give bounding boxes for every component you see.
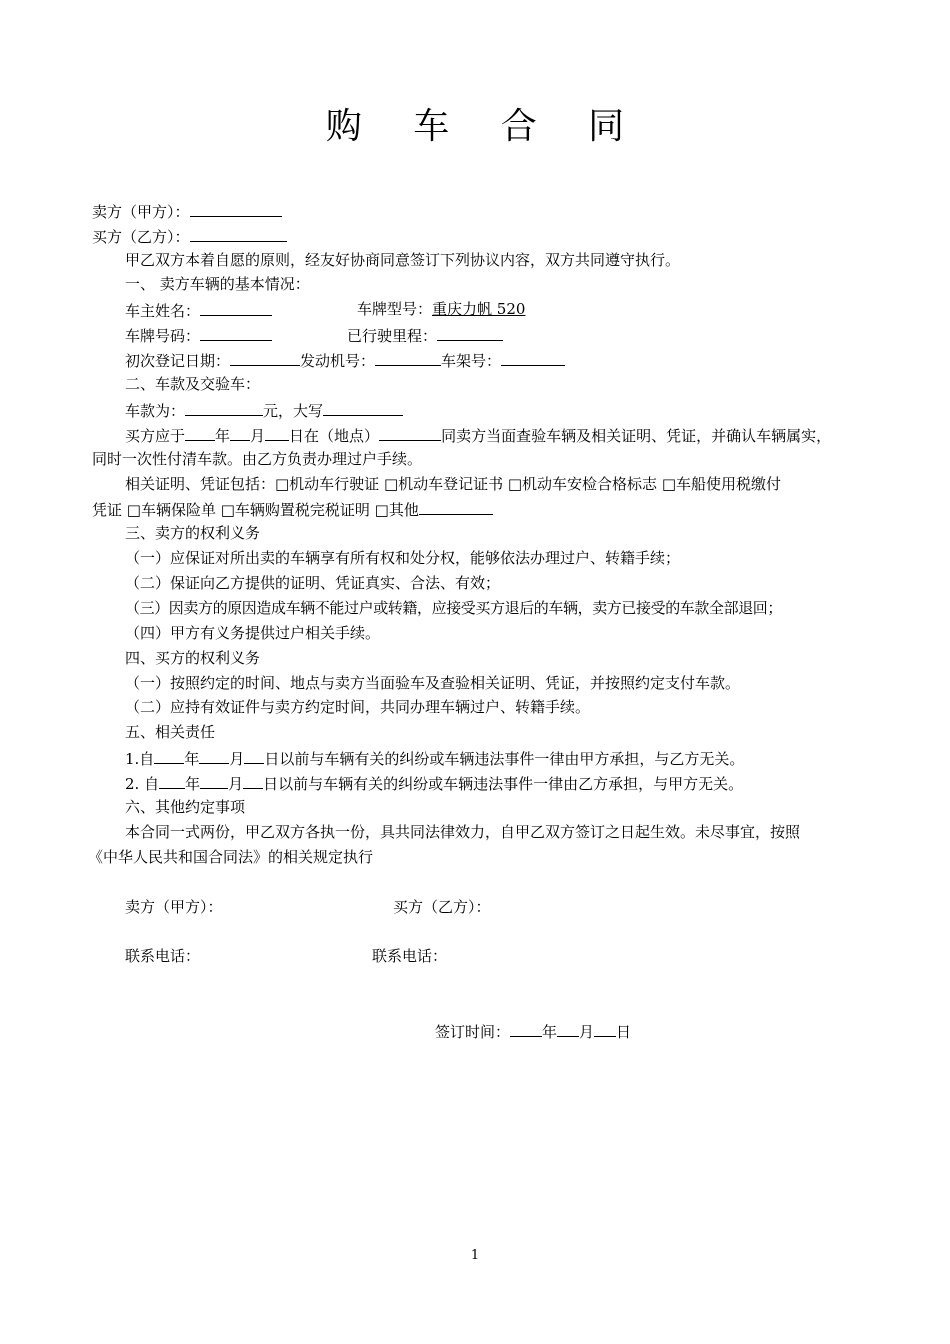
frame-blank[interactable] — [501, 349, 565, 366]
buyer-line — [92, 225, 287, 247]
pay-location-label: 日在（地点） — [289, 427, 380, 445]
seller-signature-label: 卖方（甲方）： — [125, 898, 223, 916]
liability-1-day-blank[interactable] — [244, 747, 264, 764]
pay-month-blank[interactable] — [230, 424, 250, 441]
section5-item-1 — [125, 747, 744, 769]
section3-item-2: （二）保证向乙方提供的证明、凭证真实、合法、有效； — [125, 574, 501, 592]
owner-line — [125, 299, 272, 321]
liability-2-year-blank[interactable] — [159, 772, 185, 789]
sign-month-label: 月 — [579, 1023, 595, 1041]
payment-text-c: 同时一次性付清车款。由乙方负责办理过户手续。 — [92, 450, 423, 468]
owner-label: 车主姓名： — [125, 302, 201, 320]
liability-1-year-label: 年 — [184, 750, 200, 768]
liability-2-month-blank[interactable] — [200, 772, 228, 789]
plate-blank[interactable] — [200, 324, 272, 341]
buyer-label: 买方（乙方）： — [92, 228, 190, 246]
pay-day-blank[interactable] — [265, 424, 289, 441]
section3-heading: 三、卖方的权利义务 — [125, 524, 261, 542]
section3-item-4: （四）甲方有义务提供过户相关手续。 — [125, 624, 381, 642]
owner-blank[interactable] — [200, 299, 272, 316]
section6-text-b: 《中华人民共和国合同法》的相关规定执行 — [88, 848, 374, 866]
signing-date-line — [435, 1020, 631, 1042]
sign-year-blank[interactable] — [510, 1020, 542, 1037]
intro-text: 甲乙双方本着自愿的原则，经友好协商同意签订下列协议内容，双方共同遵守执行。 — [125, 251, 681, 269]
price-blank[interactable] — [185, 399, 263, 416]
section4-item-1: （一）按照约定的时间、地点与卖方当面验车及查验相关证明、凭证，并按照约定支付车款。 — [125, 674, 741, 692]
payment-text-a: 买方应于 — [125, 427, 186, 445]
liability-2-prefix: 2. 自 — [125, 775, 160, 793]
pay-month-label: 月 — [250, 427, 266, 445]
model-label: 车牌型号： — [357, 300, 433, 318]
sign-year-label: 年 — [542, 1023, 558, 1041]
frame-label: 车架号： — [441, 352, 502, 370]
docs-line-b — [92, 498, 493, 520]
buyer-blank[interactable] — [190, 225, 287, 242]
section6-heading: 六、其他约定事项 — [125, 798, 246, 816]
docs-line-a: 相关证明、凭证包括：□机动车行驶证 □机动车登记证书 □机动车安检合格标志 □车船使用税缴付 — [125, 475, 781, 493]
docs-text-b: 凭证 □车辆保险单 □车辆购置税完税证明 □其他 — [92, 501, 419, 519]
registration-line — [125, 349, 565, 371]
model-value: 重庆力帆 520 — [432, 300, 526, 318]
section1-heading: 一、 卖方车辆的基本情况： — [125, 275, 310, 293]
seller-label: 卖方（甲方）： — [92, 203, 190, 221]
liability-2-suffix: 日以前与车辆有关的纠纷或车辆违法事件一律由乙方承担，与甲方无关。 — [263, 775, 744, 793]
seller-phone-label: 联系电话： — [125, 947, 201, 965]
liability-2-year-label: 年 — [185, 775, 201, 793]
reg-date-blank[interactable] — [230, 349, 300, 366]
liability-1-suffix: 日以前与车辆有关的纠纷或车辆违法事件一律由甲方承担，与乙方无关。 — [264, 750, 745, 768]
sign-day-label: 日 — [616, 1023, 632, 1041]
mileage-label: 已行驶里程： — [347, 327, 438, 345]
section4-item-2: （二）应持有效证件与卖方约定时间，共同办理车辆过户、转籍手续。 — [125, 698, 591, 716]
price-words-blank[interactable] — [323, 399, 403, 416]
pay-year-label: 年 — [215, 427, 231, 445]
pay-year-blank[interactable] — [185, 424, 215, 441]
price-label: 车款为： — [125, 402, 186, 420]
pay-location-blank[interactable] — [379, 424, 441, 441]
reg-date-label: 初次登记日期： — [125, 352, 231, 370]
buyer-signature-label: 买方（乙方）： — [393, 898, 491, 916]
page-number: 1 — [470, 1248, 480, 1263]
liability-2-day-blank[interactable] — [243, 772, 263, 789]
mileage-blank[interactable] — [437, 324, 503, 341]
section6-text-a: 本合同一式两份，甲乙双方各执一份，具共同法律效力，自甲乙双方签订之日起生效。未尽事宜，按照 — [125, 823, 801, 841]
section2-heading: 二、车款及交验车： — [125, 375, 261, 393]
price-yuan-label: 元，大写 — [263, 402, 324, 420]
liability-1-month-blank[interactable] — [199, 747, 229, 764]
seller-blank[interactable] — [190, 200, 282, 217]
section4-heading: 四、买方的权利义务 — [125, 649, 261, 667]
seller-line — [92, 200, 282, 222]
section5-heading: 五、相关责任 — [125, 723, 216, 741]
engine-blank[interactable] — [375, 349, 441, 366]
liability-1-month-label: 月 — [229, 750, 245, 768]
liability-2-month-label: 月 — [228, 775, 244, 793]
sign-day-blank[interactable] — [594, 1020, 616, 1037]
model-line — [357, 299, 525, 319]
plate-line — [125, 324, 272, 346]
section5-item-2 — [125, 772, 743, 794]
docs-other-blank[interactable] — [419, 498, 493, 515]
section3-item-3: （三）因卖方的原因造成车辆不能过户或转籍，应接受买方退后的车辆，卖方已接受的车款全部退回； — [125, 599, 783, 617]
signing-date-label: 签订时间： — [435, 1023, 511, 1041]
mileage-line — [347, 324, 503, 346]
liability-1-year-blank[interactable] — [154, 747, 184, 764]
payment-text-b: 同卖方当面查验车辆及相关证明、凭证，并确认车辆属实， — [441, 427, 832, 445]
section3-item-1: （一）应保证对所出卖的车辆享有所有权和处分权，能够依法办理过户、转籍手续； — [125, 549, 681, 567]
liability-1-prefix: 1.自 — [125, 750, 155, 768]
sign-month-blank[interactable] — [557, 1020, 579, 1037]
buyer-phone-label: 联系电话： — [372, 947, 448, 965]
document-title: 购 车 合 同 — [325, 106, 645, 147]
payment-line — [125, 424, 831, 446]
price-line — [125, 399, 403, 421]
engine-label: 发动机号： — [300, 352, 376, 370]
plate-label: 车牌号码： — [125, 327, 201, 345]
